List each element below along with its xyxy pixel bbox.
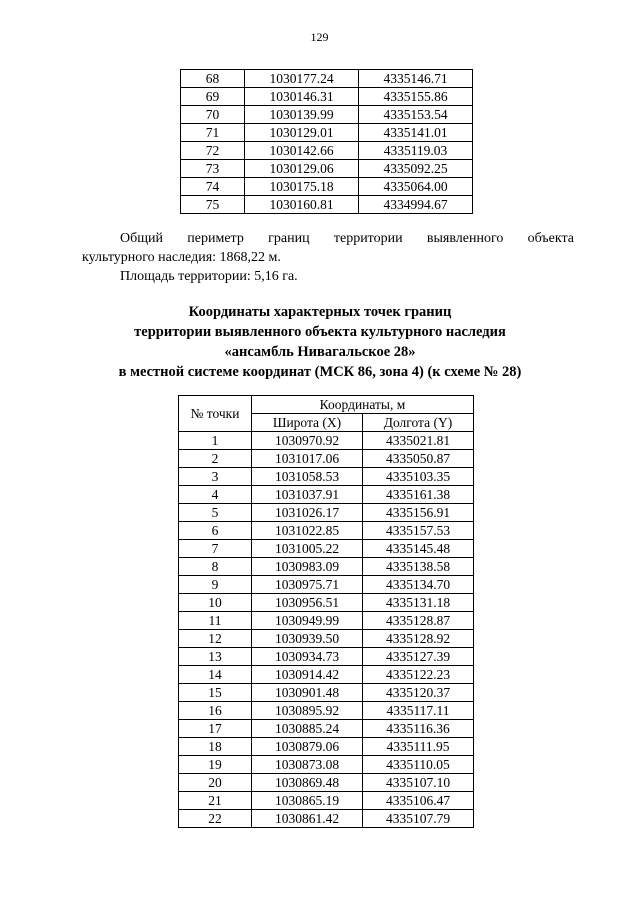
latitude-cell: 1030175.18: [245, 178, 359, 196]
table-row: [181, 142, 473, 160]
point-number-cell: 17: [179, 720, 252, 738]
table-row: [179, 792, 474, 810]
table-row: [179, 450, 474, 468]
longitude-cell: 4335161.38: [363, 486, 474, 504]
longitude-cell: 4335117.11: [363, 702, 474, 720]
longitude-cell: 4335131.18: [363, 594, 474, 612]
longitude-cell: 4335145.48: [363, 540, 474, 558]
heading-line-3: «ансамбль Нивагальское 28»: [224, 344, 416, 360]
point-number-cell: 19: [179, 756, 252, 774]
latitude-cell: 1030869.48: [252, 774, 363, 792]
longitude-cell: 4335157.53: [363, 522, 474, 540]
header-latitude: Широта (X): [252, 414, 363, 432]
heading-line-2: территории выявленного объекта культурного наследия: [134, 324, 506, 340]
point-number-cell: 5: [179, 504, 252, 522]
longitude-cell: 4335103.35: [363, 468, 474, 486]
area-paragraph: Площадь территории: 5,16 га.: [120, 269, 298, 284]
point-number-cell: 16: [179, 702, 252, 720]
latitude-cell: 1030160.81: [245, 196, 359, 214]
point-number-cell: 1: [179, 432, 252, 450]
longitude-cell: 4335064.00: [359, 178, 473, 196]
longitude-cell: 4335120.37: [363, 684, 474, 702]
point-number-cell: 20: [179, 774, 252, 792]
table-row: [179, 738, 474, 756]
longitude-cell: 4335141.01: [359, 124, 473, 142]
table-row: [181, 70, 473, 88]
page-number: 129: [310, 30, 329, 44]
latitude-cell: 1030873.08: [252, 756, 363, 774]
longitude-cell: 4334994.67: [359, 196, 473, 214]
table-row: [181, 196, 473, 214]
table-row: [179, 522, 474, 540]
latitude-cell: 1030901.48: [252, 684, 363, 702]
latitude-cell: 1031022.85: [252, 522, 363, 540]
perimeter-line-2: культурного наследия: 1868,22 м.: [82, 250, 281, 265]
table-row: [181, 178, 473, 196]
point-number-cell: 68: [181, 70, 245, 88]
table-row: [179, 774, 474, 792]
point-number-cell: 4: [179, 486, 252, 504]
point-number-cell: 2: [179, 450, 252, 468]
header-longitude: Долгота (Y): [363, 414, 474, 432]
latitude-cell: 1030129.06: [245, 160, 359, 178]
point-number-cell: 11: [179, 612, 252, 630]
table-row: [179, 612, 474, 630]
latitude-cell: 1030879.06: [252, 738, 363, 756]
latitude-cell: 1030956.51: [252, 594, 363, 612]
latitude-cell: 1031037.91: [252, 486, 363, 504]
point-number-cell: 73: [181, 160, 245, 178]
heading-line-1: Координаты характерных точек границ: [188, 304, 452, 320]
longitude-cell: 4335128.92: [363, 630, 474, 648]
longitude-cell: 4335110.05: [363, 756, 474, 774]
latitude-cell: 1031017.06: [252, 450, 363, 468]
heading-line-4: в местной системе координат (МСК 86, зона 4) (к схеме № 28): [118, 364, 522, 380]
longitude-cell: 4335119.03: [359, 142, 473, 160]
table-row: [181, 160, 473, 178]
latitude-cell: 1030983.09: [252, 558, 363, 576]
point-number-cell: 7: [179, 540, 252, 558]
longitude-cell: 4335128.87: [363, 612, 474, 630]
latitude-cell: 1030129.01: [245, 124, 359, 142]
coordinates-table-body: [179, 432, 474, 828]
latitude-cell: 1030970.92: [252, 432, 363, 450]
point-number-cell: 70: [181, 106, 245, 124]
coordinates-table-continued: [180, 69, 473, 214]
longitude-cell: 4335092.25: [359, 160, 473, 178]
point-number-cell: 72: [181, 142, 245, 160]
table-header-row: [179, 396, 474, 414]
longitude-cell: 4335134.70: [363, 576, 474, 594]
latitude-cell: 1030934.73: [252, 648, 363, 666]
table-row: [179, 576, 474, 594]
table-row: [179, 432, 474, 450]
point-number-cell: 12: [179, 630, 252, 648]
latitude-cell: 1030895.92: [252, 702, 363, 720]
table-row: [179, 558, 474, 576]
table-row: [179, 810, 474, 828]
point-number-cell: 71: [181, 124, 245, 142]
coordinates-table: [178, 395, 474, 828]
longitude-cell: 4335138.58: [363, 558, 474, 576]
coordinates-table-continued-body: [181, 70, 473, 214]
point-number-cell: 10: [179, 594, 252, 612]
longitude-cell: 4335107.10: [363, 774, 474, 792]
longitude-cell: 4335156.91: [363, 504, 474, 522]
table-row: [179, 756, 474, 774]
table-row: [179, 666, 474, 684]
table-row: [179, 594, 474, 612]
latitude-cell: 1030914.42: [252, 666, 363, 684]
point-number-cell: 21: [179, 792, 252, 810]
longitude-cell: 4335050.87: [363, 450, 474, 468]
perimeter-line-1: Общий периметр границ территории выявленного объекта: [120, 231, 574, 246]
table-row: [179, 720, 474, 738]
latitude-cell: 1031058.53: [252, 468, 363, 486]
table-row: [179, 648, 474, 666]
table-row: [181, 124, 473, 142]
latitude-cell: 1030939.50: [252, 630, 363, 648]
table-row: [179, 540, 474, 558]
latitude-cell: 1031005.22: [252, 540, 363, 558]
table-row: [179, 684, 474, 702]
point-number-cell: 18: [179, 738, 252, 756]
longitude-cell: 4335106.47: [363, 792, 474, 810]
longitude-cell: 4335127.39: [363, 648, 474, 666]
latitude-cell: 1030885.24: [252, 720, 363, 738]
point-number-cell: 75: [181, 196, 245, 214]
point-number-cell: 14: [179, 666, 252, 684]
point-number-cell: 3: [179, 468, 252, 486]
longitude-cell: 4335021.81: [363, 432, 474, 450]
longitude-cell: 4335122.23: [363, 666, 474, 684]
table-row: [179, 702, 474, 720]
latitude-cell: 1030146.31: [245, 88, 359, 106]
section-heading: [60, 302, 580, 382]
point-number-cell: 69: [181, 88, 245, 106]
longitude-cell: 4335153.54: [359, 106, 473, 124]
table-row: [179, 486, 474, 504]
table-row: [179, 630, 474, 648]
perimeter-paragraph: [82, 229, 574, 267]
latitude-cell: 1030177.24: [245, 70, 359, 88]
point-number-cell: 8: [179, 558, 252, 576]
point-number-cell: 13: [179, 648, 252, 666]
longitude-cell: 4335155.86: [359, 88, 473, 106]
latitude-cell: 1030865.19: [252, 792, 363, 810]
latitude-cell: 1030949.99: [252, 612, 363, 630]
header-coordinates: Координаты, м: [252, 396, 474, 414]
header-point-number: № точки: [179, 396, 252, 432]
point-number-cell: 74: [181, 178, 245, 196]
longitude-cell: 4335146.71: [359, 70, 473, 88]
table-row: [179, 468, 474, 486]
table-row: [181, 88, 473, 106]
latitude-cell: 1030139.99: [245, 106, 359, 124]
point-number-cell: 22: [179, 810, 252, 828]
point-number-cell: 6: [179, 522, 252, 540]
table-row: [181, 106, 473, 124]
point-number-cell: 15: [179, 684, 252, 702]
latitude-cell: 1031026.17: [252, 504, 363, 522]
table-row: [179, 504, 474, 522]
longitude-cell: 4335116.36: [363, 720, 474, 738]
latitude-cell: 1030975.71: [252, 576, 363, 594]
longitude-cell: 4335111.95: [363, 738, 474, 756]
latitude-cell: 1030142.66: [245, 142, 359, 160]
latitude-cell: 1030861.42: [252, 810, 363, 828]
point-number-cell: 9: [179, 576, 252, 594]
longitude-cell: 4335107.79: [363, 810, 474, 828]
